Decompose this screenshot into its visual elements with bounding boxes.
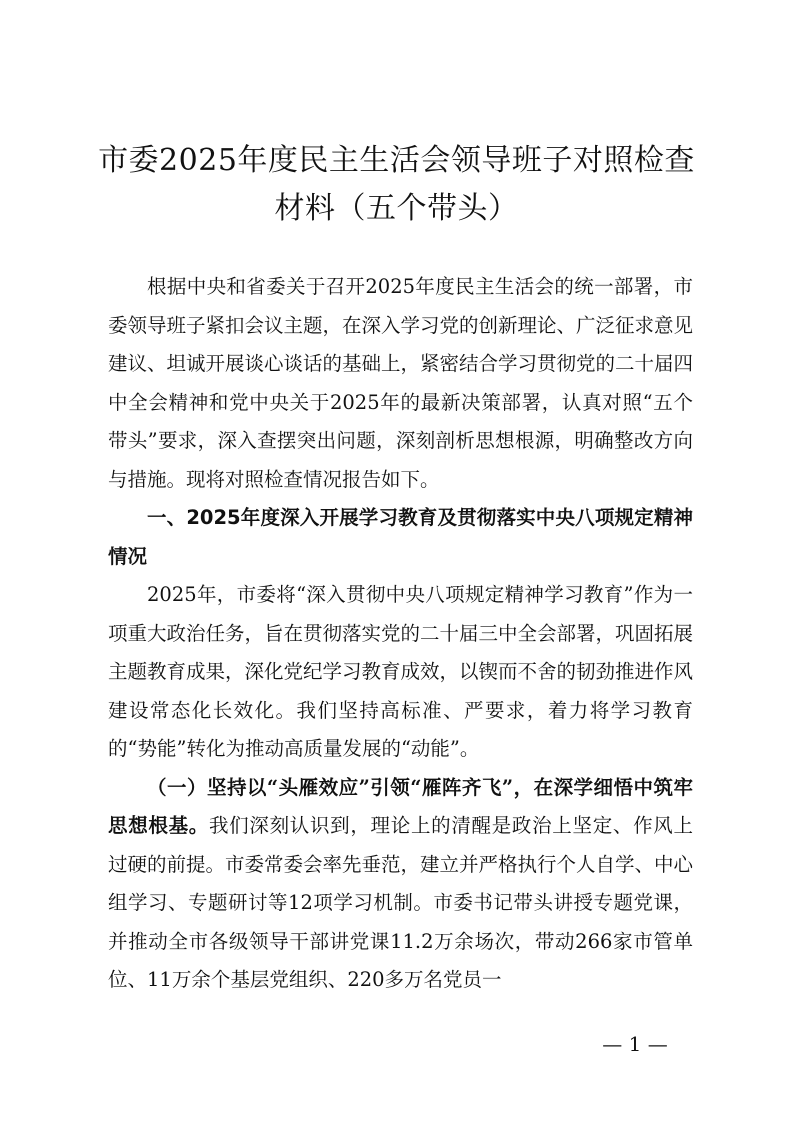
subsection-1-paragraph — [108, 769, 693, 1000]
document-title-line-1: 市委2025年度民主生活会领导班子对照检查 — [98, 143, 695, 178]
subsection-1-text: 我们深刻认识到，理论上的清醒是政治上坚定、作风上过硬的前提。市委常委会率先垂范，建立并严格执行个人自学、中心组学习、专题研讨等12项学习机制。市委书记带头讲授专题党课，并推动全市各级领导干部讲党课11.2万余场次，带动266家市管单位、11万余个基层党组织、220多万名党员一 — [108, 814, 694, 991]
intro-paragraph: 根据中央和省委关于召开2025年度民主生活会的统一部署，市委领导班子紧扣会议主题，在深入学习党的创新理论、广泛征求意见建议、坦诚开展谈心谈话的基础上，紧密结合学习贯彻党的二十届四中全会精神和党中央关于2025年的最新决策部署，认真对照“五个带头”要求，深入查摆突出问题，深刻剖析思想根源，明确整改方向与措施。现将对照检查情况报告如下。 — [108, 275, 694, 491]
subsection-1-heading: （一）坚持以“头雁效应”引领“雁阵齐飞”，在深学细悟中筑牢思想根基。 — [108, 775, 693, 837]
page-number: — 1 — — [602, 1032, 668, 1056]
document-title-line-2: 材料（五个带头） — [274, 191, 519, 226]
section-1-paragraph: 2025年，市委将“深入贯彻中央八项规定精神学习教育”作为一项重大政治任务，旨在贯彻落实党的二十届三中全会部署，巩固拓展主题教育成果，深化党纪学习教育成效，以锲而不舍的韧劲推进作风建设常态化长效化。我们坚持高标准、严要求，着力将学习教育的“势能”转化为推动高质量发展的“动能”。 — [108, 583, 694, 760]
document-body — [108, 268, 693, 1000]
section-1-heading: 一、2025年度深入开展学习教育及贯彻落实中央八项规定精神情况 — [108, 506, 693, 568]
